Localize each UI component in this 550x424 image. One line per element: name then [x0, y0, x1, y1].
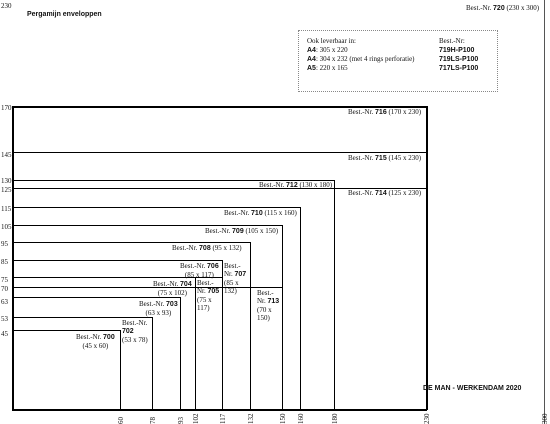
size-line-53	[12, 317, 153, 318]
y-tick: 53	[1, 315, 8, 323]
y-tick: 85	[1, 258, 8, 266]
x-tick: 102	[192, 413, 200, 424]
product-label-707: Best.- Nr. 707 (85 x 132)	[224, 262, 247, 295]
x-tick: 78	[149, 417, 157, 424]
availability-info-box	[298, 30, 498, 92]
product-label-700: Best.-Nr. 700 (45 x 60)	[76, 333, 115, 350]
product-label-716: Best.-Nr. 716 (170 x 230)	[348, 108, 422, 116]
order-code: 719H-P100	[439, 47, 475, 54]
y-tick: 170	[1, 104, 12, 112]
product-label-702: Best.-Nr. 702 (53 x 78)	[122, 319, 148, 344]
size-line-115	[12, 207, 300, 208]
x-tick: 180	[331, 413, 339, 424]
info-item: A4: 304 x 232 (met 4 rings perforatie)	[307, 55, 415, 63]
product-label-709: Best.-Nr. 709 (105 x 150)	[205, 227, 279, 235]
order-code: 717LS-P100	[439, 65, 479, 72]
product-label-703: Best.-Nr. 703 (63 x 93)	[139, 300, 178, 317]
size-col-60	[120, 330, 121, 410]
size-col-180	[334, 180, 335, 410]
size-line-95	[12, 242, 250, 243]
product-label-713: Best.- Nr. 713 (70 x 150)	[257, 289, 280, 322]
size-line-45	[12, 330, 120, 331]
x-tick: 60	[117, 417, 125, 424]
y-tick: 63	[1, 298, 8, 306]
size-line-63	[12, 297, 180, 298]
page-title: Pergamijn enveloppen	[27, 11, 102, 18]
info-heading: Ook leverbaar in:	[307, 37, 356, 45]
product-label-705: Best.- Nr. 705 (75 x 117)	[197, 279, 220, 312]
y-tick: 145	[1, 151, 12, 159]
x-tick: 93	[177, 417, 185, 424]
size-line-85	[12, 260, 222, 261]
size-col-160	[300, 207, 301, 410]
info-item: A5: 220 x 165	[307, 64, 348, 72]
size-line-145	[12, 152, 427, 153]
order-code: 719LS-P100	[439, 56, 479, 63]
x-tick: 230	[423, 413, 431, 424]
page-right-border	[544, 0, 545, 424]
product-label-708: Best.-Nr. 708 (95 x 132)	[172, 244, 242, 252]
footer-credit: DE MAN - WERKENDAM 2020	[423, 385, 522, 392]
size-col-78	[152, 317, 153, 410]
y-tick: 115	[1, 205, 12, 213]
y-tick: 105	[1, 223, 12, 231]
size-col-150	[282, 225, 283, 410]
y-tick: 75	[1, 276, 8, 284]
y-tick: 125	[1, 186, 12, 194]
frame-bottom	[12, 409, 427, 411]
product-label-704: Best.-Nr. 704 (75 x 102)	[153, 280, 192, 297]
info-item: A4: 305 x 220	[307, 46, 348, 54]
product-label-720: Best.-Nr. 720 (230 x 300)	[466, 4, 540, 12]
product-label-714: Best.-Nr. 714 (125 x 230)	[348, 189, 422, 197]
y-tick: 70	[1, 285, 8, 293]
size-line-105	[12, 225, 283, 226]
x-tick: 160	[297, 413, 305, 424]
y-tick: 130	[1, 177, 12, 185]
x-tick: 300	[541, 413, 549, 424]
size-col-117	[222, 260, 223, 410]
x-tick: 132	[247, 413, 255, 424]
x-tick: 117	[219, 413, 227, 424]
product-label-710: Best.-Nr. 710 (115 x 160)	[224, 209, 297, 217]
product-label-712: Best.-Nr. 712 (130 x 180)	[259, 181, 333, 189]
size-col-93	[180, 297, 181, 410]
order-heading: Best.-Nr:	[439, 37, 465, 45]
size-col-132	[250, 242, 251, 410]
y-tick: 230	[1, 2, 12, 10]
product-label-715: Best.-Nr. 715 (145 x 230)	[348, 154, 422, 162]
y-tick: 95	[1, 240, 8, 248]
x-tick: 150	[279, 413, 287, 424]
size-col-102	[195, 277, 196, 410]
y-tick: 45	[1, 330, 8, 338]
product-label-706: Best.-Nr. 706 (85 x 117)	[180, 262, 219, 279]
